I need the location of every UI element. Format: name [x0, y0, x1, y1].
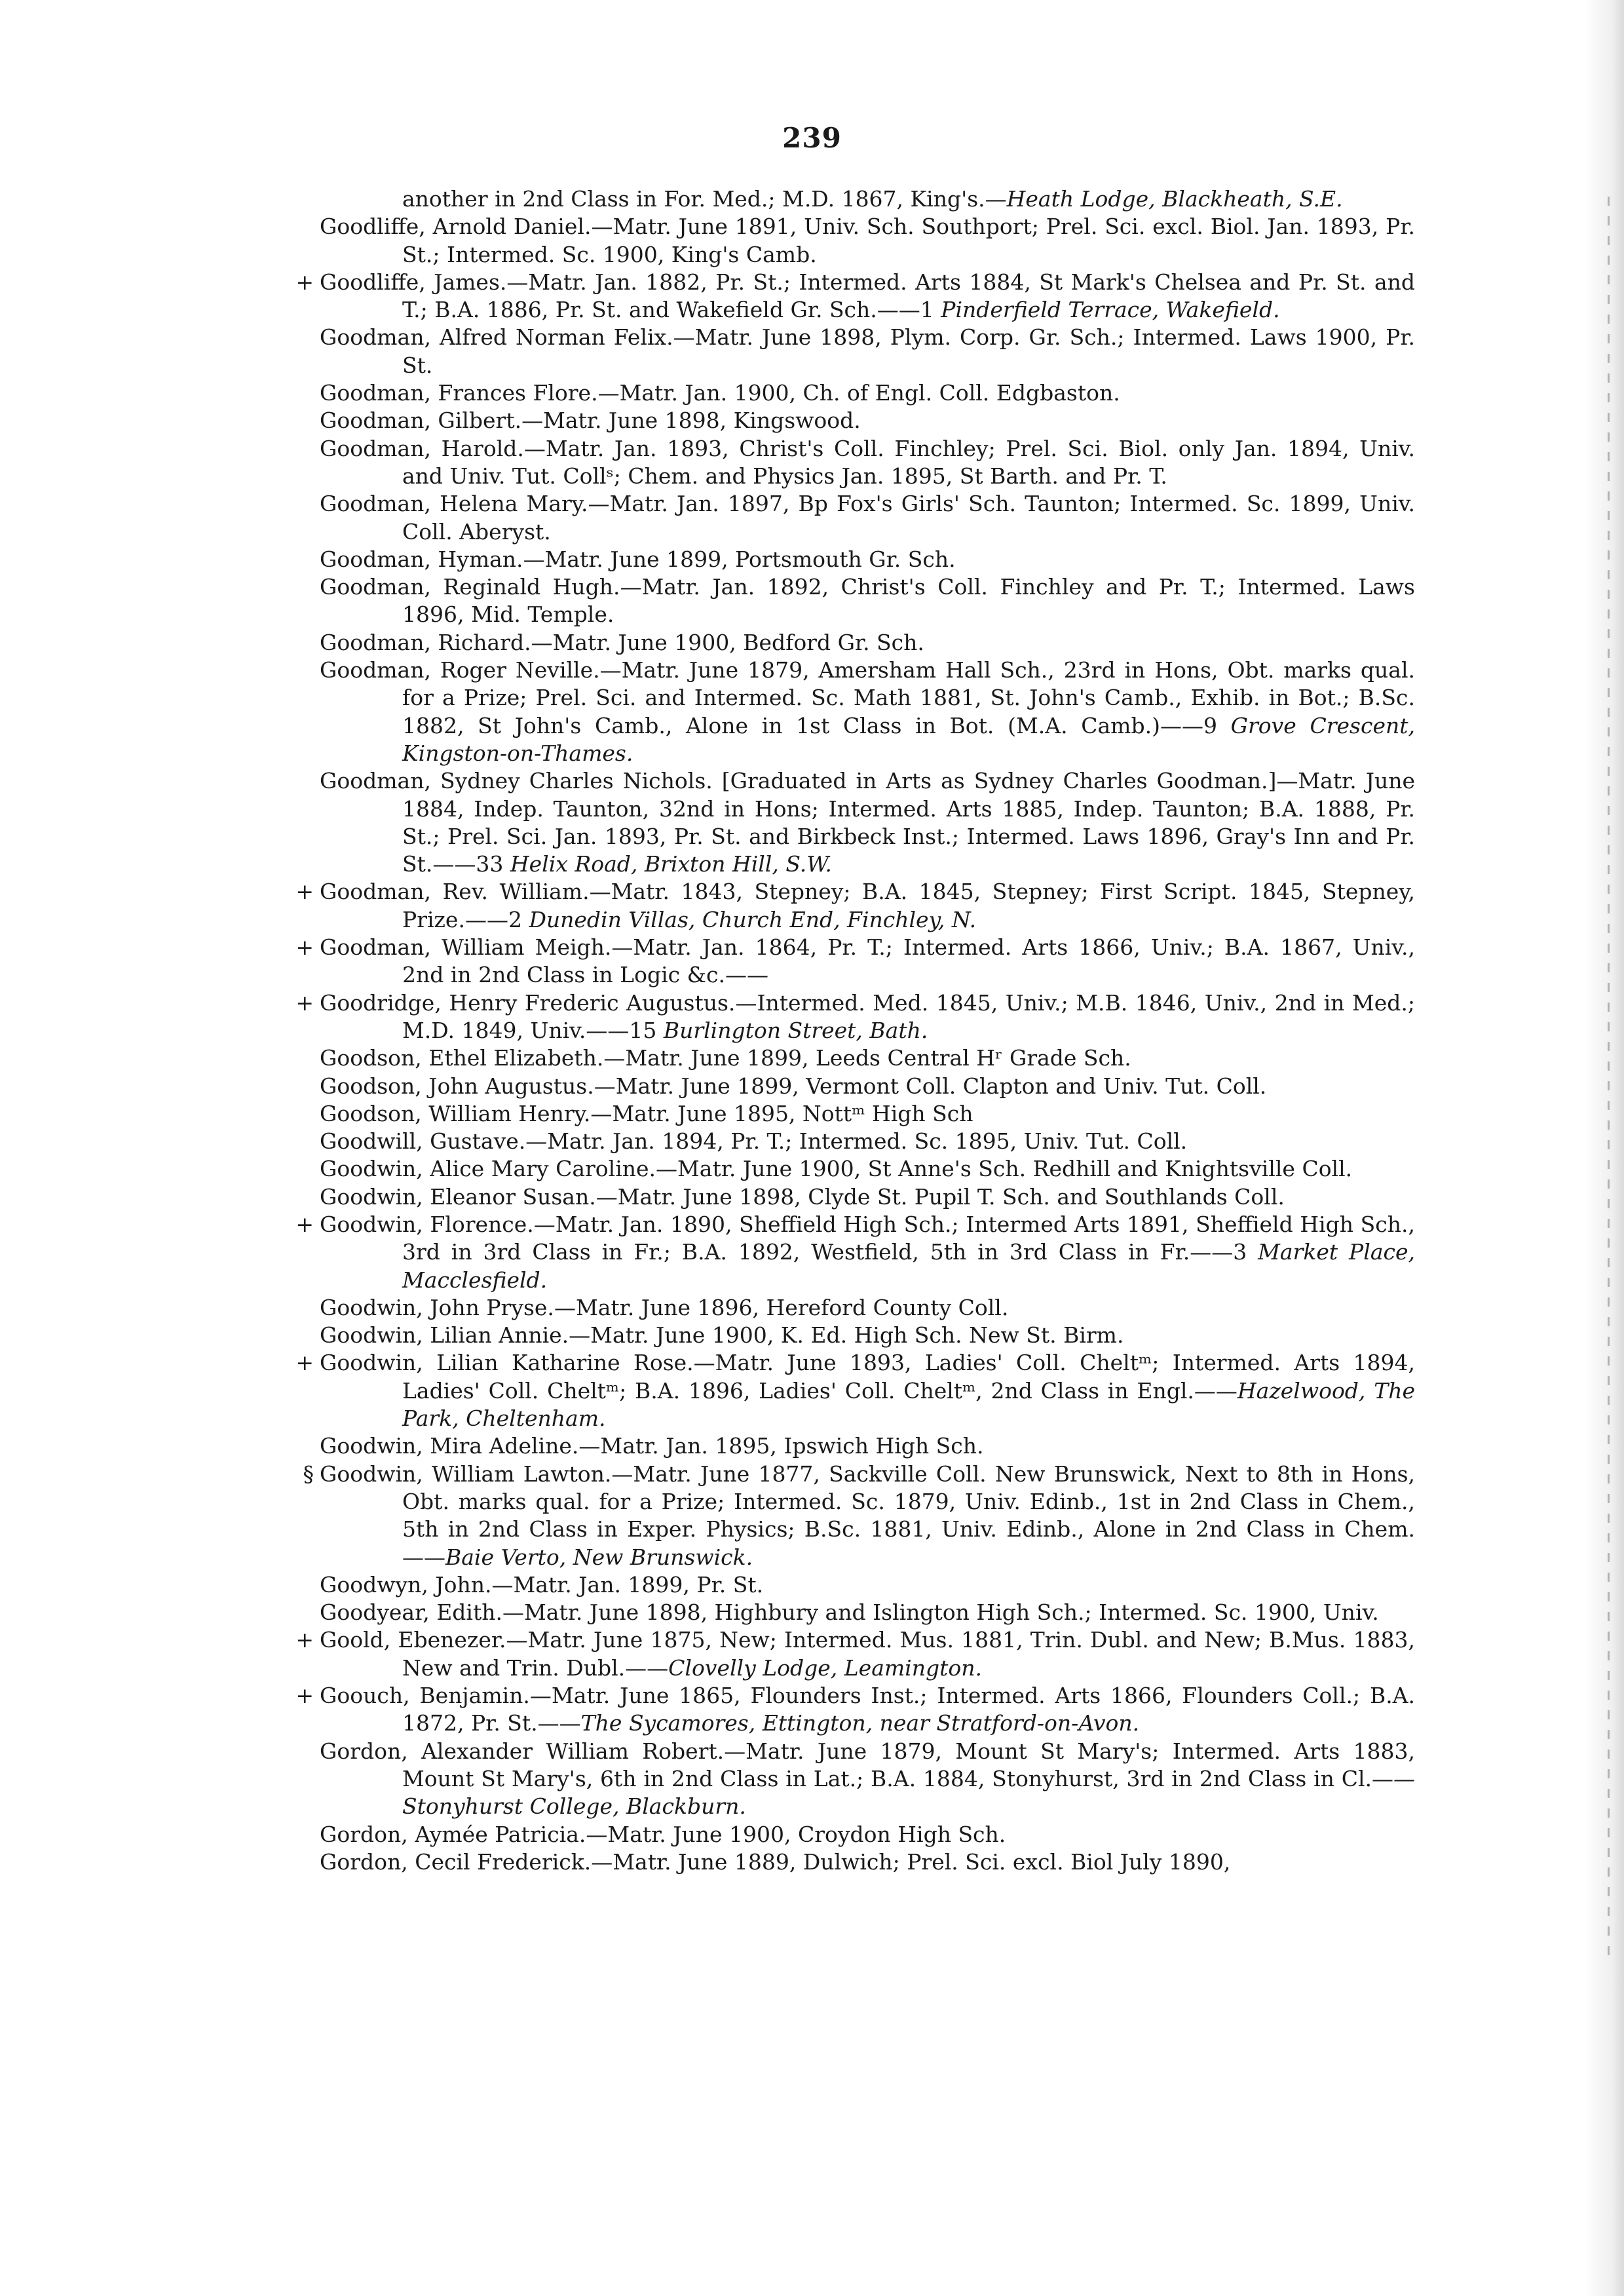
entry-name: Gordon, Aymée Patricia. [320, 1821, 586, 1847]
entry-text: —Matr. June 1879, Mount St Mary's; Intermed. Arts 1883, Mount St Mary's, 6th in 2nd Class in Lat.; B.A. 1884, Stonyhurst, 3rd in 2nd Class in Cl.—— [402, 1738, 1415, 1791]
entry-name: Goold, Ebenezer. [320, 1627, 506, 1653]
entry-text: —Intermed. Med. 1845, Univ.; M.B. 1846, Univ., 2nd in Med.; M.D. 1849, Univ.——15 [402, 989, 1416, 1043]
entry-name: Goodman, Reginald Hugh. [320, 574, 620, 600]
entry-mark: + [295, 934, 314, 961]
entry-name: Goodman, Rev. William. [320, 879, 590, 905]
entry-mark: + [295, 1627, 314, 1653]
entry-text: —Matr. June 1899, Leeds Central Hʳ Grade Sch. [603, 1045, 1131, 1071]
entry-address: Hazelwood, The Park, Cheltenham. [402, 1377, 1415, 1432]
entry-address: Market Place, Macclesfield. [402, 1239, 1415, 1293]
register-entry [295, 989, 1416, 1045]
entry-text: [Graduated in Arts as Sydney Charles Goodman.]—Matr. June 1884, Indep. Taunton, 32nd in Hons; Intermed. Arts 1885, Indep. Taunton; B.A. 1888, Pr. St.; Prel. Sci. Jan. 1893, Pr. St. and Birkbeck Inst.; Intermed. Laws 1896, Gray's Inn and Pr. St.——33 [402, 768, 1416, 877]
register-entry [320, 629, 1415, 657]
entry-text: —Matr. June 1889, Dulwich; Prel. Sci. excl. Biol July 1890, [591, 1848, 1231, 1875]
entry-name: Goodman, William Meigh. [320, 934, 612, 961]
entry-address: Stonyhurst College, Blackburn. [402, 1793, 746, 1820]
entry-text: —Matr. Jan. 1864, Pr. T.; Intermed. Arts 1866, Univ.; B.A. 1867, Univ., 2nd in 2nd Class in Logic &c.—— [402, 934, 1415, 988]
entry-text: —Matr. Jan. 1899, Pr. St. [491, 1571, 764, 1598]
entry-name: Gordon, Cecil Frederick. [320, 1848, 592, 1875]
register-entry [320, 1322, 1415, 1349]
register-entry [320, 573, 1415, 629]
register-entry [295, 934, 1415, 989]
entry-text: —Matr. June 1891, Univ. Sch. Southport; Prel. Sci. excl. Biol. Jan. 1893, Pr. St.; Intermed. Sc. 1900, King's Camb. [402, 214, 1415, 267]
register-entry [295, 1349, 1415, 1432]
register-entry [320, 767, 1415, 878]
entry-mark: + [295, 1683, 314, 1709]
register-entry [320, 1599, 1415, 1626]
entry-text: —Matr. June 1899, Portsmouth Gr. Sch. [523, 546, 956, 572]
entry-name: Goouch, Benjamin. [320, 1683, 530, 1709]
entry-name: Goodliffe, James. [320, 269, 507, 295]
register-entry [295, 269, 1415, 324]
register-entry [320, 657, 1415, 767]
entry-name: Goodwin, William Lawton. [320, 1461, 612, 1487]
entry-text: —Matr. Jan. 1897, Bp Fox's Girls' Sch. Taunton; Intermed. Sc. 1899, Univ. Coll. Aberyst. [402, 491, 1416, 545]
entry-name: Goodson, William Henry. [320, 1100, 591, 1126]
entry-mark: + [295, 879, 314, 905]
register-entry [320, 213, 1415, 269]
register-entry [295, 1211, 1415, 1294]
entry-name: Goodwyn, John. [320, 1571, 492, 1598]
entry-text: —Matr. Jan. 1893, Christ's Coll. Finchley; Prel. Sci. Biol. only Jan. 1894, Univ. and Univ. Tut. Collˢ; Chem. and Physics Jan. 1895, St Barth. and Pr. T. [402, 435, 1415, 489]
entry-address: Burlington Street, Bath. [663, 1017, 928, 1043]
entry-name: Goodman, Roger Neville. [320, 657, 600, 683]
entry-text: —Matr. June 1898, Clyde St. Pupil T. Sch. and Southlands Coll. [595, 1183, 1285, 1210]
entry-address: Baie Verto, New Brunswick. [445, 1544, 753, 1570]
register-entry [303, 1461, 1415, 1571]
entry-name: Goodwin, John Pryse. [320, 1294, 554, 1320]
entry-text: —Matr. June 1900, K. Ed. High Sch. New St. Birm. [569, 1322, 1124, 1349]
register-entry [320, 1571, 1415, 1599]
entry-text: —Matr. June 1900, St Anne's Sch. Redhill and Knightsville Coll. [656, 1156, 1353, 1182]
entry-address: The Sycamores, Ettington, near Stratford-on-Avon. [580, 1710, 1140, 1736]
entry-address: Helix Road, Brixton Hill, S.W. [510, 851, 832, 877]
register-entry [320, 1073, 1415, 1100]
entry-name: Gordon, Alexander William Robert. [320, 1738, 725, 1764]
page-number: 239 [782, 122, 842, 154]
entry-text: another in 2nd Class in For. Med.; M.D. 1867, King's.— [402, 186, 1007, 212]
register-entry [320, 1848, 1415, 1876]
entry-text: —Matr. June 1893, Ladies' Coll. Cheltᵐ; Intermed. Arts 1894, Ladies' Coll. Cheltᵐ; B.A. 1896, Ladies' Coll. Cheltᵐ, 2nd Class in Engl.—— [402, 1350, 1415, 1404]
entry-text: —Matr. June 1900, Bedford Gr. Sch. [531, 629, 924, 655]
entry-text: —Matr. June 1898, Kingswood. [521, 408, 861, 434]
entry-text: —Matr. Jan. 1900, Ch. of Engl. Coll. Edgbaston. [597, 380, 1120, 406]
register-entry [320, 490, 1415, 546]
register-entry [320, 546, 1415, 573]
entry-name: Goodwin, Eleanor Susan. [320, 1183, 596, 1210]
entry-address: Dunedin Villas, Church End, Finchley, N. [529, 906, 977, 932]
page-edge-shadow [1585, 0, 1624, 2296]
entry-mark: § [303, 1461, 314, 1487]
entry-text: —Matr. June 1877, Sackville Coll. New Brunswick, Next to 8th in Hons, Obt. marks qual. for a Prize; Intermed. Sc. 1879, Univ. Edinb., 1st in 2nd Class in Chem., 5th in 2nd Class in Exper. Physics; B.Sc. 1881, Univ. Edinb., Alone in 2nd Class in Chem.—— [402, 1461, 1415, 1570]
entry-text: —Matr. Jan. 1892, Christ's Coll. Finchley and Pr. T.; Intermed. Laws 1896, Mid. Temple. [402, 574, 1415, 628]
entry-name: Goodman, Sydney Charles Nichols. [320, 768, 713, 794]
register-entry [320, 1155, 1415, 1183]
entry-address: Grove Crescent, Kingston-on-Thames. [402, 712, 1415, 766]
register-entry [320, 324, 1415, 379]
entry-name: Goodson, John Augustus. [320, 1073, 594, 1099]
continued-entry [320, 185, 1415, 213]
register-entry [320, 435, 1415, 491]
entry-address: Pinderfield Terrace, Wakefield. [941, 297, 1280, 323]
register-entry [320, 1044, 1415, 1072]
entry-address: Heath Lodge, Blackheath, S.E. [1006, 186, 1343, 212]
entry-name: Goodwin, Mira Adeline. [320, 1433, 579, 1459]
entry-name: Goodliffe, Arnold Daniel. [320, 214, 592, 240]
entry-text: —Matr. Jan. 1890, Sheffield High Sch.; Intermed Arts 1891, Sheffield High Sch., 3rd in 3rd Class in Fr.; B.A. 1892, Westfield, 5th in 3rd Class in Fr.——3 [402, 1211, 1415, 1265]
entry-mark: + [295, 1211, 314, 1237]
entry-text: —Matr. June 1875, New; Intermed. Mus. 1881, Trin. Dubl. and New; B.Mus. 1883, New and Trin. Dubl.—— [402, 1627, 1415, 1681]
entry-name: Goodwin, Lilian Katharine Rose. [320, 1350, 694, 1376]
entry-text: —Matr. June 1898, Highbury and Islington High Sch.; Intermed. Sc. 1900, Univ. [502, 1599, 1379, 1626]
register-entry [320, 1821, 1415, 1848]
entry-text: —Matr. June 1896, Hereford County Coll. [554, 1294, 1009, 1320]
entry-name: Goodwill, Gustave. [320, 1128, 526, 1155]
register-entry [295, 1682, 1416, 1738]
entry-address: Clovelly Lodge, Leamington. [668, 1655, 982, 1681]
entry-mark: + [295, 989, 314, 1016]
register-entries [295, 185, 1416, 1876]
entry-text: —Matr. June 1865, Flounders Inst.; Intermed. Arts 1866, Flounders Coll.; B.A. 1872, Pr. St.—— [402, 1683, 1416, 1736]
register-entry [295, 878, 1415, 934]
entry-text: —Matr. June 1879, Amersham Hall Sch., 23rd in Hons, Obt. marks qual. for a Prize; Prel. Sci. and Intermed. Sc. Math 1881, St. John's Camb., Exhib. in Bot.; B.Sc. 1882, St John's Camb., Alone in 1st Class in Bot. (M.A. Camb.)——9 [402, 657, 1415, 738]
entry-text: —Matr. Jan. 1882, Pr. St.; Intermed. Arts 1884, St Mark's Chelsea and Pr. St. and T.; B.A. 1886, Pr. St. and Wakefield Gr. Sch.——1 [402, 269, 1415, 323]
entry-text: —Matr. Jan. 1894, Pr. T.; Intermed. Sc. 1895, Univ. Tut. Coll. [525, 1128, 1188, 1155]
register-entry [320, 1183, 1415, 1211]
entry-text: —Matr. June 1895, Nottᵐ High Sch [590, 1100, 973, 1126]
register-entry [320, 1738, 1415, 1821]
register-entry [320, 1128, 1415, 1155]
entry-name: Goodwin, Lilian Annie. [320, 1322, 569, 1349]
entry-text: —Matr. June 1900, Croydon High Sch. [586, 1821, 1006, 1847]
register-entry [320, 1100, 1415, 1128]
register-entry [320, 379, 1415, 407]
register-entry [320, 407, 1415, 434]
entry-name: Goodman, Alfred Norman Felix. [320, 324, 673, 351]
register-entry [320, 1294, 1415, 1322]
entry-text: —Matr. Jan. 1895, Ipswich High Sch. [578, 1433, 984, 1459]
register-entry [295, 1626, 1415, 1682]
entry-name: Goodman, Frances Flore. [320, 380, 598, 406]
entry-name: Goodwin, Florence. [320, 1211, 534, 1237]
entry-name: Goodson, Ethel Elizabeth. [320, 1045, 604, 1071]
entry-name: Goodman, Harold. [320, 435, 524, 461]
entry-text: —Matr. June 1898, Plym. Corp. Gr. Sch.; Intermed. Laws 1900, Pr. St. [402, 324, 1415, 378]
entry-name: Goodridge, Henry Frederic Augustus. [320, 989, 736, 1016]
entry-name: Goodwin, Alice Mary Caroline. [320, 1156, 656, 1182]
entry-mark: + [295, 269, 314, 295]
entry-name: Goodman, Richard. [320, 629, 531, 655]
entry-text: —Matr. June 1899, Vermont Coll. Clapton and Univ. Tut. Coll. [594, 1073, 1267, 1099]
entry-name: Goodman, Helena Mary. [320, 491, 588, 517]
entry-name: Goodyear, Edith. [320, 1599, 502, 1626]
entry-name: Goodman, Gilbert. [320, 408, 522, 434]
page-edge-binding [1608, 197, 1610, 1966]
register-entry [320, 1432, 1415, 1460]
entry-mark: + [295, 1350, 314, 1376]
entry-name: Goodman, Hyman. [320, 546, 523, 572]
entry-text: —Matr. 1843, Stepney; B.A. 1845, Stepney; First Script. 1845, Stepney, Prize.——2 [402, 879, 1415, 932]
